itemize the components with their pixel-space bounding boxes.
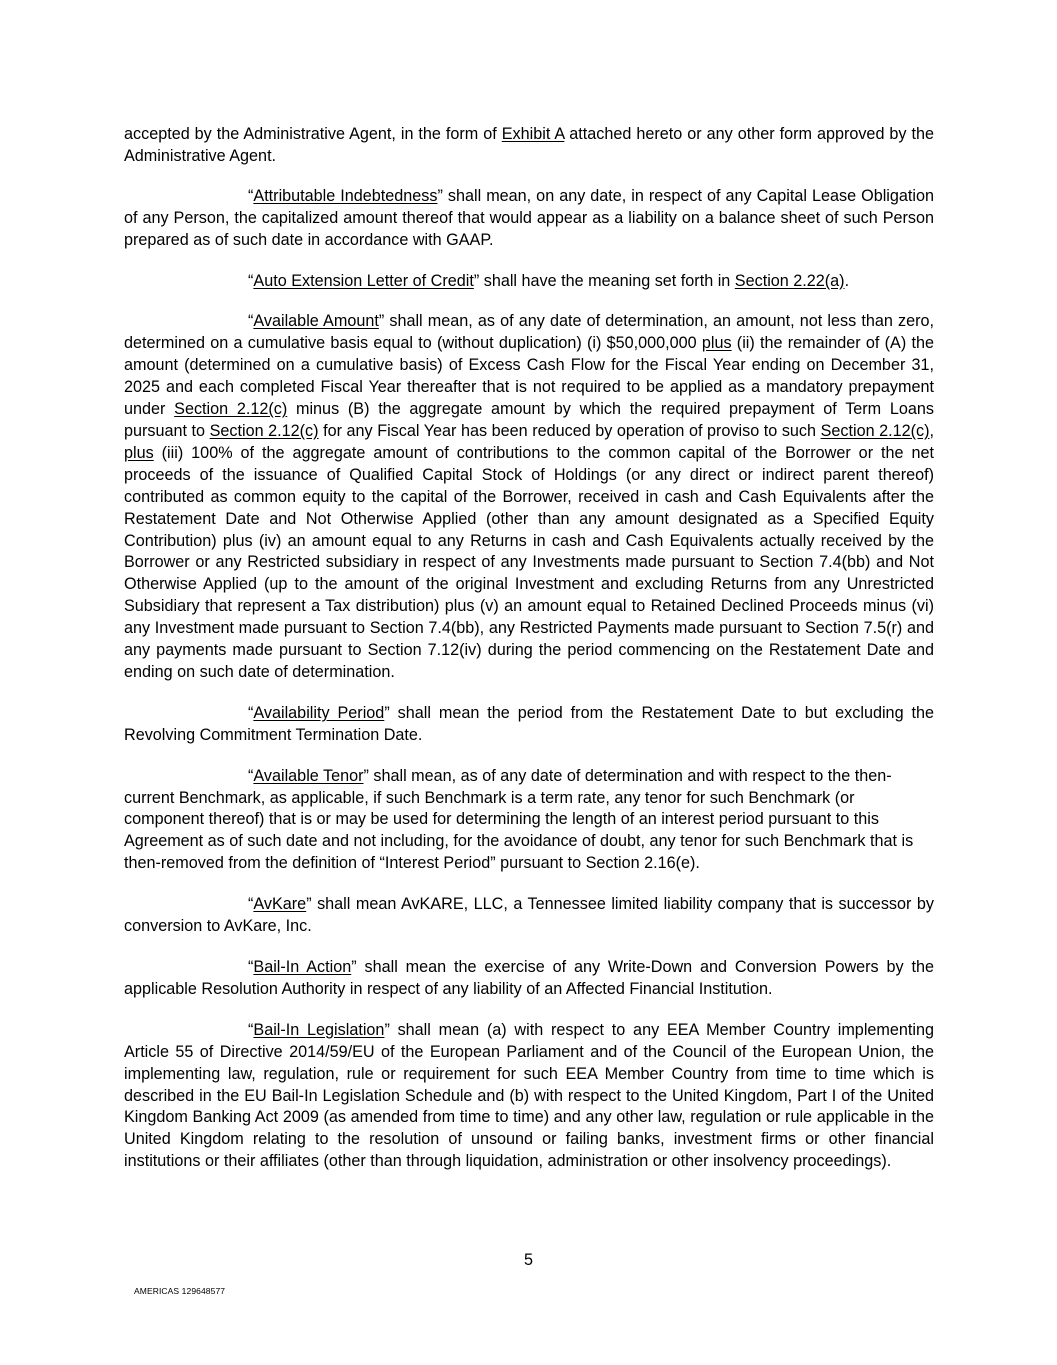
definition-bail-in-legislation	[124, 1020, 934, 1173]
definition-text: ,	[929, 421, 935, 440]
defined-term: Auto Extension Letter of Credit	[253, 271, 474, 290]
definition-available-amount	[124, 311, 934, 683]
defined-term: Bail-In Legislation	[253, 1020, 385, 1039]
definition-text: shall mean (a) with respect to any EEA Member Country implementing Article 55 of Directive 2014/59/EU of the European Parliament and of the Council of the European Union, the implementing law, regulation, rule or requirement for such EEA Member Country from time to time which is described in the EU Bail-In Legislation Schedule and (b) with respect to the United Kingdom, Part I of the United Kingdom Banking Act 2009 (as amended from time to time) and any other law, regulation or rule applicable in the United Kingdom relating to the resolution of unsound or failing banks, investment firms or other financial institutions or their affiliates (other than through liquidation, administration or other insolvency proceedings).	[124, 1020, 935, 1171]
close-quote: ”	[437, 186, 443, 205]
definition-text: shall mean the period from the Restatement Date to but excluding the Revolving Commitment Termination Date.	[124, 703, 935, 744]
defined-term: Attributable Indebtedness	[253, 186, 438, 205]
defined-term: Bail-In Action	[253, 958, 352, 976]
open-quote: “	[248, 766, 254, 785]
open-quote: “	[248, 186, 254, 205]
definition-text: shall mean, on any date, in respect of any Capital Lease Obligation of any Person, the capitalized amount thereof that would appear as a liability on a balance sheet of such Person prepared as of such date in accordance with GAAP.	[124, 186, 935, 249]
plus-term: plus	[701, 334, 732, 353]
definition-avkare	[124, 894, 934, 938]
definition-text: shall mean, as of any date of determination and with respect to the then-current Benchmark, as applicable, if such Benchmark is a term rate, any tenor for such Benchmark (or component thereof) that is or may be used for determining the length of an interest period pursuant to this Agreement as of such date and not including, for the avoidance of doubt, any tenor for such Benchmark that is then-removed from the definition of “Interest Period” pursuant to Section 2.16(e).	[124, 766, 914, 873]
definition-auto-extension-letter-of-credit	[124, 271, 934, 293]
exhibit-reference: Exhibit A	[501, 125, 565, 143]
close-quote: ”	[473, 271, 480, 290]
defined-term: AvKare	[253, 895, 307, 914]
definition-text: shall mean AvKARE, LLC, a Tennessee limited liability company that is successor by conversion to AvKare, Inc.	[124, 895, 934, 936]
definition-text: minus (B) the aggregate amount by which the required prepayment of Term Loans pursuant to	[124, 400, 934, 440]
definition-available-tenor	[124, 766, 934, 876]
definition-text: shall mean the exercise of any Write-Down and Conversion Powers by the applicable Resolution Authority in respect of any liability of an Affected Financial Institution.	[124, 958, 934, 998]
page-number: 5	[523, 1251, 533, 1269]
defined-term: Available Amount	[253, 312, 379, 331]
defined-term: Availability Period	[253, 703, 385, 722]
definition-bail-in-action	[124, 957, 934, 1001]
close-quote: ”	[384, 703, 390, 722]
document-body	[124, 124, 934, 1192]
plus-term: plus	[124, 443, 154, 462]
close-quote: ”	[363, 766, 369, 785]
open-quote: “	[248, 271, 254, 290]
close-quote: ”	[378, 312, 385, 331]
definition-text: shall mean, as of any date of determination, an amount, not less than zero, determined on a cumulative basis equal to (without duplication) (i) $50,000,000	[124, 312, 934, 353]
text: accepted by the Administrative Agent, in the form of	[124, 125, 502, 143]
close-quote: ”	[384, 1020, 390, 1039]
close-quote: ”	[351, 958, 357, 976]
document-id: AMERICAS 129648577	[134, 1286, 226, 1296]
definition-text: for any Fiscal Year has been reduced by operation of proviso to such	[318, 421, 821, 440]
definition-attributable-indebtedness	[124, 186, 934, 252]
definition-text: (ii) the remainder of (A) the amount (determined on a cumulative basis) of Excess Cash Flow for the Fiscal Year ending on December 31, 2025 and each completed Fiscal Year thereafter that is not required to be applied as a mandatory prepayment under	[124, 334, 934, 419]
open-quote: “	[248, 312, 254, 331]
section-reference: Section 2.12(c)	[209, 421, 319, 440]
open-quote: “	[248, 958, 254, 976]
open-quote: “	[248, 895, 254, 914]
text: attached hereto or any other form approved by the Administrative Agent.	[124, 125, 934, 165]
definition-availability-period	[124, 703, 934, 747]
open-quote: “	[248, 703, 254, 722]
definition-text: shall have the meaning set forth in	[479, 271, 735, 290]
section-reference: Section 2.12(c)	[820, 421, 930, 440]
section-reference: Section 2.22(a)	[734, 271, 845, 290]
open-quote: “	[248, 1020, 254, 1039]
definition-text: .	[844, 271, 850, 290]
definition-text: (iii) 100% of the aggregate amount of contributions to the common capital of the Borrower or the net proceeds of the issuance of Qualified Capital Stock of Holdings (or any direct or indirect parent thereof) contributed as common equity to the capital of the Borrower, received in cash and Cash Equivalents after the Restatement Date and Not Otherwise Applied (other than any amount designated as a Specified Equity Contribution) plus (iv) an amount equal to any Returns in cash and Cash Equivalents actually received by the Borrower or any Restricted subsidiary in respect of any Investments made pursuant to Section 7.4(bb) and Not Otherwise Applied (up to the amount of the original Investment and excluding Returns from any Unrestricted Subsidiary that represent a Tax distribution) plus (v) an amount equal to Retained Declined Proceeds minus (vi) any Investment made pursuant to Section 7.4(bb), any Restricted Payments made pursuant to Section 7.5(r) and any payments made pursuant to Section 7.12(iv) during the period commencing on the Restatement Date and ending on such date of determination.	[124, 443, 934, 681]
section-reference: Section 2.12(c)	[174, 400, 288, 419]
close-quote: ”	[306, 895, 312, 914]
defined-term: Available Tenor	[253, 766, 364, 785]
paragraph-continuation	[124, 124, 934, 168]
